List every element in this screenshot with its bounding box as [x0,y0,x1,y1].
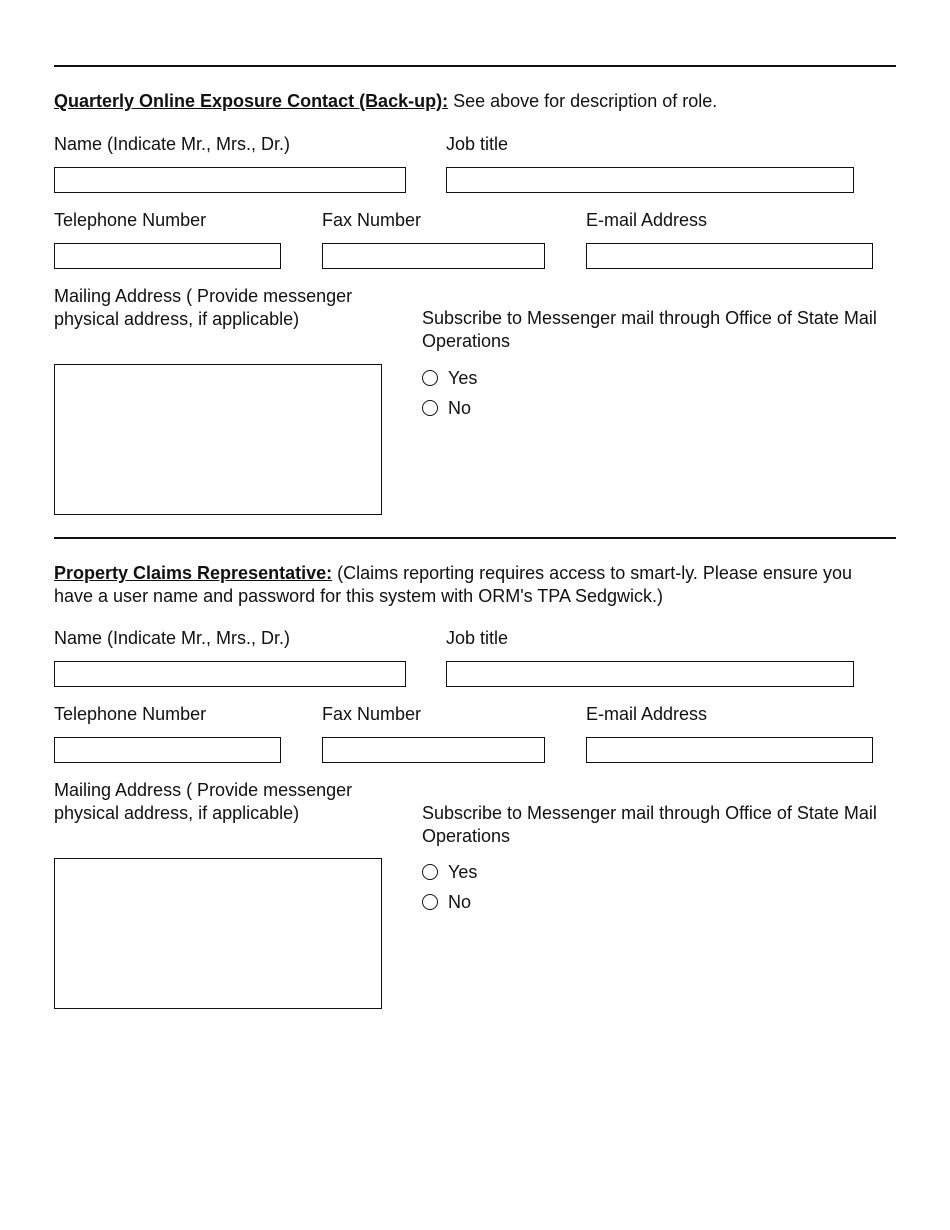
name-label: Name (Indicate Mr., Mrs., Dr.) [54,628,291,648]
mailing-address-input[interactable] [54,364,382,515]
yes-label: Yes [448,367,478,388]
subscribe-no-option[interactable] [422,396,471,420]
subscribe-label: Subscribe to Messenger mail through Office of State Mail Operations [422,308,877,351]
section-title: Quarterly Online Exposure Contact (Back-up): [54,91,449,111]
subscribe-yes-option[interactable] [422,366,477,390]
telephone-label: Telephone Number [54,210,207,230]
email-input[interactable] [586,243,873,269]
job-title-input[interactable] [446,167,854,193]
section-description: See above for description of role. [448,91,718,111]
fax-input[interactable] [322,737,545,763]
no-label: No [448,397,472,418]
yes-radio[interactable] [422,864,438,880]
telephone-input[interactable] [54,243,281,269]
telephone-label: Telephone Number [54,704,207,724]
yes-radio[interactable] [422,370,438,386]
section-heading-property-claims [54,562,884,608]
section-divider [54,537,896,539]
name-input[interactable] [54,661,406,687]
email-input[interactable] [586,737,873,763]
mailing-address-input[interactable] [54,858,382,1009]
no-radio[interactable] [422,894,438,910]
fax-label: Fax Number [322,210,422,230]
section-description: (Claims reporting requires access to smart-ly. Please ensure you have a user name and password for this system with ORM's TPA Sedgwick.) [54,563,852,606]
subscribe-label: Subscribe to Messenger mail through Office of State Mail Operations [422,803,877,846]
section-divider [54,65,896,67]
mailing-address-label: Mailing Address ( Provide messenger physical address, if applicable) [54,780,353,823]
no-radio[interactable] [422,400,438,416]
job-title-label: Job title [446,134,509,154]
mailing-address-label: Mailing Address ( Provide messenger physical address, if applicable) [54,286,353,329]
job-title-label: Job title [446,628,509,648]
subscribe-yes-option[interactable] [422,860,477,884]
fax-input[interactable] [322,243,545,269]
yes-label: Yes [448,861,478,882]
telephone-input[interactable] [54,737,281,763]
email-label: E-mail Address [586,704,708,724]
name-label: Name (Indicate Mr., Mrs., Dr.) [54,134,291,154]
section-heading-backup-contact [54,90,894,113]
subscribe-no-option[interactable] [422,890,471,914]
email-label: E-mail Address [586,210,708,230]
no-label: No [448,891,472,912]
name-input[interactable] [54,167,406,193]
section-title: Property Claims Representative: [54,563,333,583]
job-title-input[interactable] [446,661,854,687]
fax-label: Fax Number [322,704,422,724]
